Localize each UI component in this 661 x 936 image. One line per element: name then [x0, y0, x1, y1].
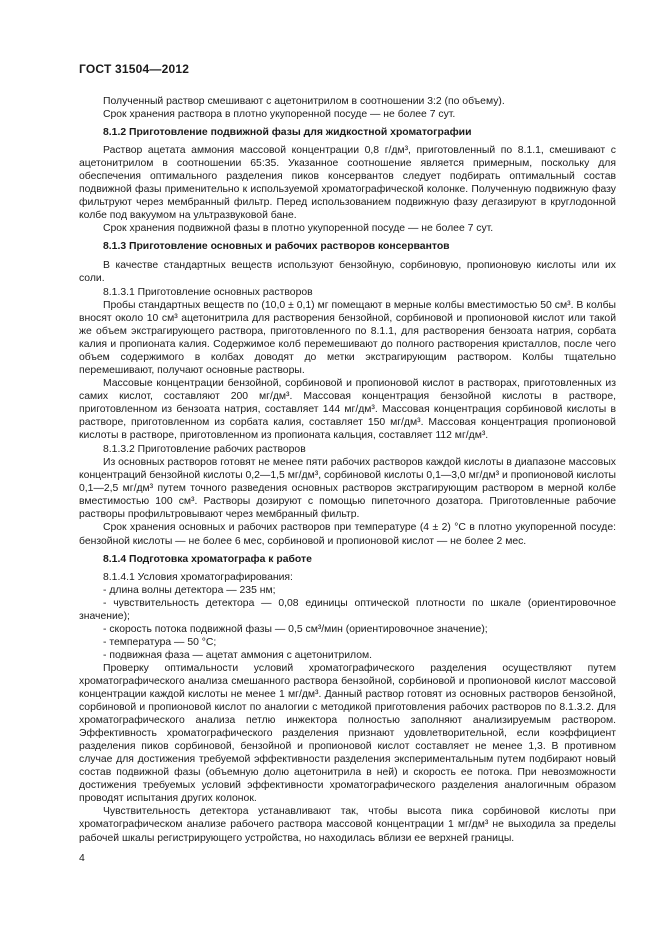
paragraph: Раствор ацетата аммония массовой концентрации 0,8 г/дм³, приготовленный по 8.1.1, смешивают с ацетонитрилом в соотношении 65:35. Указанное соотношение является примерным, поскольку для обеспечения оптимального разделения пиков консервантов следует подбирать оптимальный состав подвижной фазы применительно к используемой хроматографической колонке. Полученную подвижную фазу фильтруют через мембранный фильтр. Перед использованием подвижную фазу дегазируют в круглодонной колбе под вакуумом на ультразвуковой бане.: [79, 145, 616, 222]
page-number: 4: [79, 853, 85, 864]
list-item: - скорость потока подвижной фазы — 0,5 см³/мин (ориентировочное значение);: [103, 623, 488, 635]
paragraph: В качестве стандартных веществ используют бензойную, сорбиновую, пропионовую кислоты или их соли.: [79, 259, 616, 284]
paragraph: Проверку оптимальности условий хроматографического разделения осуществляют путем хроматографического анализа смешанного раствора бензойной, сорбиновой и пропионовой кислот массовой концентрации каждой кислоты не менее 1 мг/дм³. Данный раствор готовят из основных растворов бензойной, сорбиновой и пропионовой кислот по аналогии с методикой приготовления рабочих растворов по 8.1.3.2. Для хроматографического анализа петлю инжектора полностью заполняют анализируемым раствором. Эффективность хроматографического разделения признают удовлетворительной, если коэффициент разделения пиков сорбиновой, бензойной и пропионовой кислот составляет не менее 1,3. В противном случае для достижения требуемой эффективности разделения экспериментальным путем подбирают новый состав подвижной фазы (объемную долю ацетонитрила в ней) и скорость ее потока. При невозможности достижения требуемых условий эффективности хроматографического разделения аналогичным образом проводят испытания других колонок.: [79, 662, 616, 805]
subsection-title-8-1-3-1: 8.1.3.1 Приготовление основных растворов: [103, 286, 313, 298]
section-heading-8-1-2: 8.1.2 Приготовление подвижной фазы для жидкостной хроматографии: [103, 127, 472, 139]
section-heading-8-1-4: 8.1.4 Подготовка хроматографа к работе: [103, 553, 312, 565]
list-item: - чувствительность детектора — 0,08 единицы оптической плотности по шкале (ориентировочное значение);: [79, 597, 616, 622]
paragraph: Срок хранения основных и рабочих растворов при температуре (4 ± 2) °С в плотно укупоренной посуде: бензойной кислоты — не более 6 мес, сорбиновой и пропионовой кислот — не более 2 мес.: [79, 522, 616, 547]
paragraph: Массовые концентрации бензойной, сорбиновой и пропионовой кислот в растворах, приготовленных из самих кислот, составляют 200 мг/дм³. Массовая концентрация бензойной кислоты в растворе, приготовленном из бензоата натрия, составляет 144 мг/дм³. Массовая концентрация сорбиновой кислоты в растворе, приготовленном из сорбата калия, составляет 150 мг/дм³. Массовая концентрация пропионовой кислоты в растворе, приготовленном из пропионата кальция, составляет 112 мг/дм³.: [79, 377, 616, 442]
section-heading-8-1-3: 8.1.3 Приготовление основных и рабочих растворов консервантов: [103, 241, 450, 253]
list-item: - подвижная фаза — ацетат аммония с ацетонитрилом.: [103, 649, 373, 661]
paragraph: Полученный раствор смешивают с ацетонитрилом в соотношении 3:2 (по объему).: [103, 96, 505, 107]
subsection-title-8-1-4-1: 8.1.4.1 Условия хроматографирования:: [103, 571, 293, 583]
list-item: - температура — 50 °С;: [103, 636, 217, 648]
paragraph: Из основных растворов готовят не менее пяти рабочих растворов каждой кислоты в диапазоне массовых концентраций бензойной кислоты 0,2—1,5 мг/дм³, сорбиновой кислоты 0,1—3,0 мг/дм³ и пропионовой кислоты 0,1—2,5 мг/дм³ путем точного разведения основных растворов экстрагирующим раствором в мерной колбе вместимостью 100 см³. Растворы дозируют с помощью пипеточного дозатора. Приготовленные рабочие растворы профильтровывают через мембранный фильтр.: [79, 457, 616, 521]
paragraph: Чувствительность детектора устанавливают так, чтобы высота пика сорбиновой кислоты при хроматографическом анализе рабочего раствора массовой концентрации 1 мг/дм³ не выходила за пределы рабочей шкалы регистрирующего устройства, но находилась вблизи ее верхней границы.: [79, 806, 616, 844]
paragraph: Срок хранения раствора в плотно укупоренной посуде — не более 7 сут.: [103, 109, 456, 121]
page-content: [79, 95, 616, 845]
subsection-title-8-1-3-2: 8.1.3.2 Приготовление рабочих растворов: [103, 444, 306, 456]
standard-header: ГОСТ 31504—2012: [79, 62, 190, 76]
list-item: - длина волны детектора — 235 нм;: [103, 584, 276, 596]
paragraph: Срок хранения подвижной фазы в плотно укупоренной посуде — не более 7 сут.: [103, 223, 494, 235]
paragraph: Пробы стандартных веществ по (10,0 ± 0,1) мг помещают в мерные колбы вместимостью 50 см³. В колбы вносят около 10 см³ ацетонитрила для растворения бензойной, сорбиновой и пропионовой кислот или такой же объем экстрагирующего раствора, приготовленного по 8.1.1, для растворения бензоата натрия, сорбата калия и пропионата калия. Содержимое колб перемешивают до полного растворения кристаллов, после чего объем содержимого в колбах доводят до метки экстрагирующим раствором. Колбы тщательно перемешивают, получают основные растворы.: [79, 299, 616, 376]
